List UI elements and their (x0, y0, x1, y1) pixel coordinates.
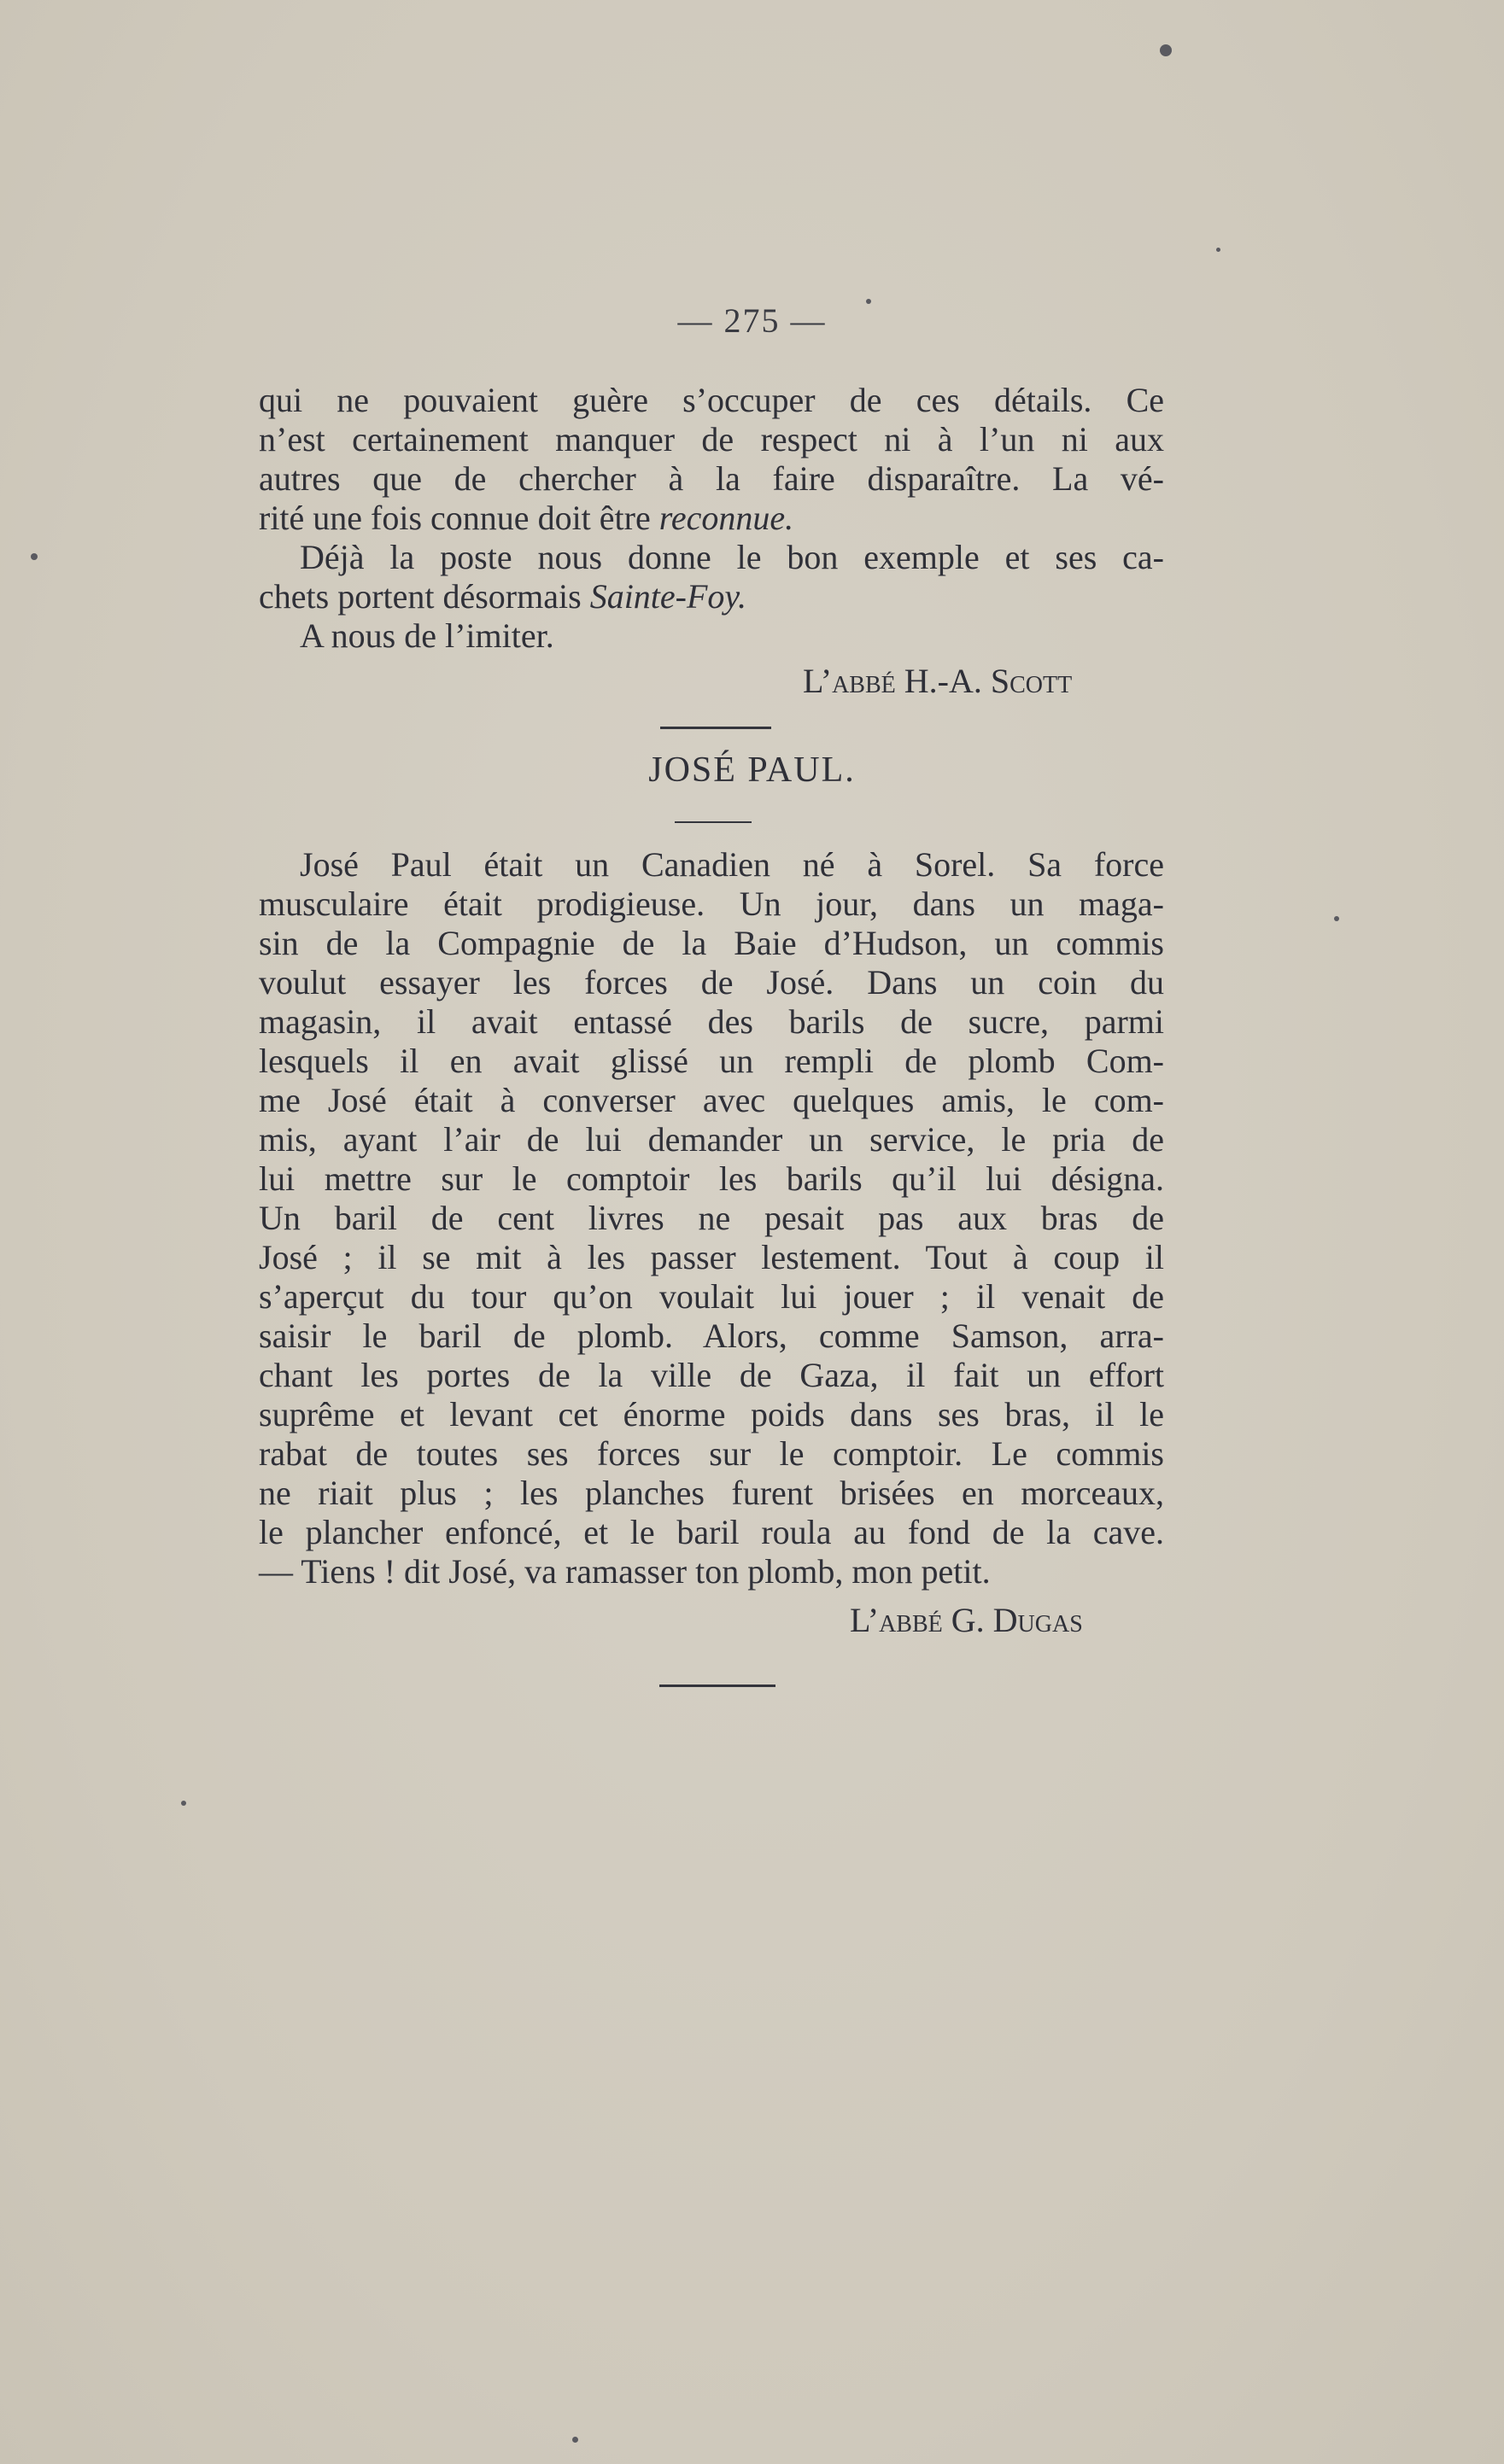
intro-line-4 (259, 499, 1164, 538)
section-rule-top (660, 727, 771, 729)
article-line: suprême et levant cet énorme poids dans ses bras, il le (259, 1395, 1164, 1433)
article-line: rabat de toutes ses forces sur le comptoir. Le commis (259, 1434, 1164, 1473)
article-line: José Paul était un Canadien né à Sorel. Sa force (300, 845, 1164, 884)
intro-line-4-text: rité une fois connue doit être (259, 499, 659, 537)
article-line: sin de la Compagnie de la Baie d’Hudson, un commis (259, 924, 1164, 962)
section-rule-bottom (659, 1685, 775, 1687)
intro-para2-line-2-text: chets portent désormais (259, 577, 590, 616)
article-line: lesquels il en avait glissé un rempli de plomb Com- (259, 1042, 1164, 1080)
article-line: ne riait plus ; les planches furent brisées en morceaux, (259, 1474, 1164, 1512)
page-number: — 275 — (677, 301, 827, 340)
article-line: Un baril de cent livres ne pesait pas aux bras de (259, 1199, 1164, 1237)
article-line: lui mettre sur le comptoir les barils qu’il lui désigna. (259, 1159, 1164, 1198)
intro-line-3: autres que de chercher à la faire disparaître. La vé- (259, 459, 1164, 498)
paper-speck (1160, 44, 1172, 56)
paper-speck (31, 553, 38, 560)
paper-speck (1334, 916, 1339, 921)
article-signature: L’abbé G. Dugas (850, 1601, 1083, 1639)
paper-speck (181, 1801, 186, 1806)
title-rule (675, 821, 752, 823)
article-line: le plancher enfoncé, et le baril roula au fond de la cave. (259, 1513, 1164, 1551)
paper-speck (866, 299, 871, 304)
article-line: magasin, il avait entassé des barils de sucre, parmi (259, 1002, 1164, 1041)
article-line: s’aperçut du tour qu’on voulait lui jouer ; il venait de (259, 1277, 1164, 1316)
article-last-line: — Tiens ! dit José, va ramasser ton plomb, mon petit. (259, 1552, 991, 1591)
article-line: musculaire était prodigieuse. Un jour, dans un maga- (259, 885, 1164, 923)
intro-line-1: qui ne pouvaient guère s’occuper de ces détails. Ce (259, 381, 1164, 419)
intro-text (259, 381, 1164, 656)
article-line: mis, ayant l’air de lui demander un service, le pria de (259, 1120, 1164, 1159)
paper-speck (1216, 248, 1220, 252)
article-text (259, 845, 1164, 1591)
article-line: saisir le baril de plomb. Alors, comme Samson, arra- (259, 1317, 1164, 1355)
article-line: José ; il se mit à les passer lestement. Tout à coup il (259, 1238, 1164, 1276)
article-line: voulut essayer les forces de José. Dans un coin du (259, 963, 1164, 1001)
intro-line-2: n’est certainement manquer de respect ni à l’un ni aux (259, 420, 1164, 458)
article-line: me José était à converser avec quelques amis, le com- (259, 1081, 1164, 1119)
article-line: chant les portes de la ville de Gaza, il fait un effort (259, 1356, 1164, 1394)
intro-para3: A nous de l’imiter. (300, 616, 554, 655)
article-title: JOSÉ PAUL. (648, 750, 856, 790)
intro-para2-line-2-italic: Sainte-Foy. (589, 577, 746, 616)
paper-speck (572, 2437, 578, 2443)
intro-para2-line-2 (259, 577, 1164, 616)
intro-signature: L’abbé H.-A. Scott (803, 662, 1073, 700)
intro-line-4-italic: reconnue. (658, 499, 794, 537)
intro-para2-line-1: Déjà la poste nous donne le bon exemple et ses ca- (300, 538, 1164, 576)
